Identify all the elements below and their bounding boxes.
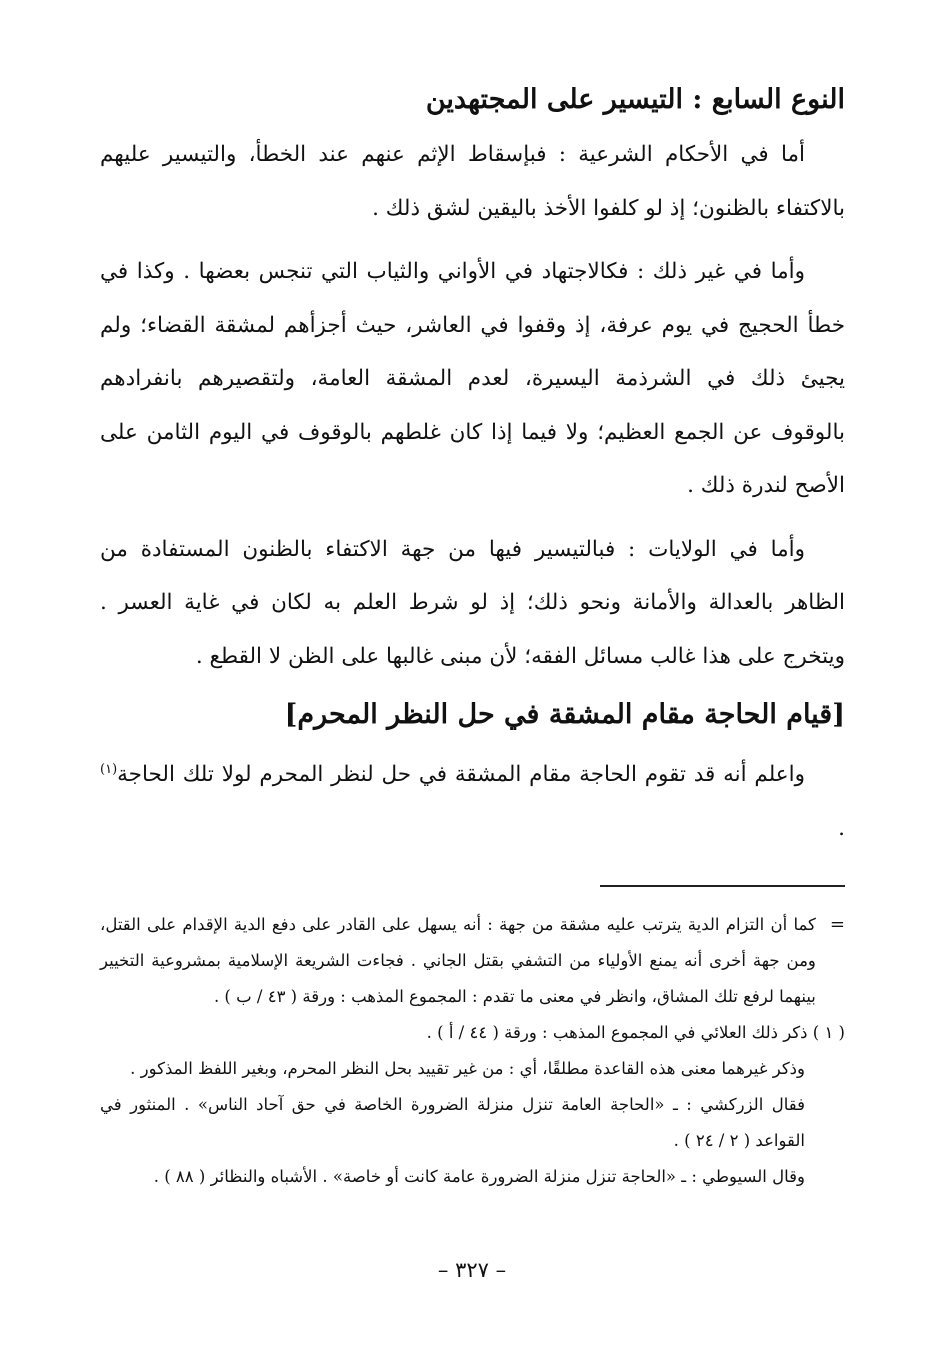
footnote-continuation-text: كما أن التزام الدية يترتب عليه مشقة من جهة : أنه يسهل على القادر على دفع الدية الإقدام على القتل، ومن جهة أخرى أنه يمنع الأولياء من التشفي بقتل الجاني . فجاءت الشريعة الإسلامية بمشروعية التخيير بينهما لرفع تلك المشاق، وانظر في معنى ما تقدم : المجموع المذهب : ورقة ( ٤٣ / ب ) . [100,915,816,1007]
paragraph-guardianships: وأما في الولايات : فبالتيسير فيها من جهة الاكتفاء بالظنون المستفادة من الظاهر بالعدالة والأمانة ونحو ذلك؛ إذ لو شرط العلم به لكان في غاية العسر . ويتخرج على هذا غالب مسائل الفقه؛ لأن مبنى غالبها على الظن لا القطع . [100,536,845,669]
footnotes-section [100,907,845,1195]
footnote-divider [600,885,845,887]
continuation-mark: = [829,914,845,936]
footnote-1-general: وذكر غيرهما معنى هذه القاعدة مطلقًا، أي : من غير تقييد بحل النظر المحرم، وبغير اللفظ المذكور . [130,1059,805,1079]
footnote-continuation [100,907,845,1015]
footnote-reference: (١) [100,762,118,777]
paragraph-legal-rulings: أما في الأحكام الشرعية : فبإسقاط الإثم عنهم عند الخطأ، والتيسير عليهم بالاكتفاء بالظنون؛ إذ لو كلفوا الأخذ باليقين لشق ذلك . [100,142,845,221]
footnote-1-suyuti: وقال السيوطي : ـ «الحاجة تنزل منزلة الضرورة عامة كانت أو خاصة» . الأشباه والنظائر ( ٨٨ ) . [153,1167,805,1187]
footnote-1-zarkashi: فقال الزركشي : ـ «الحاجة العامة تنزل منزلة الضرورة الخاصة في حق آحاد الناس» . المنثور في القواعد ( ٢ / ٢٤ ) . [100,1095,805,1151]
paragraph-need-as-hardship [100,743,845,855]
section-heading: النوع السابع : التيسير على المجتهدين [425,84,845,115]
paragraph-end-mark: . [838,815,845,841]
document-page [100,70,845,1330]
page-number: – ٣٢٧ – [437,1258,507,1282]
paragraph-other-matters: وأما في غير ذلك : فكالاجتهاد في الأواني والثياب التي تنجس بعضها . وكذا في خطأ الحجيج في يوم عرفة، إذ وقفوا في العاشر، حيث أجزأهم لمشقة القضاء؛ ولم يجيئ ذلك في الشرذمة اليسيرة، لعدم المشقة العامة، ولتقصيرهم بانفرادهم بالوقوف عن الجمع العظيم؛ ولا فيما إذا كان غلطهم بالوقوف في اليوم الثامن على الأصح لندرة ذلك . [100,259,845,498]
bracket-subheading: [قيام الحاجة مقام المشقة في حل النظر المحرم] [284,699,845,730]
paragraph-need-text: واعلم أنه قد تقوم الحاجة مقام المشقة في حل لنظر المحرم لولا تلك الحاجة [117,762,805,788]
footnote-1: ( ١ ) ذكر ذلك العلائي في المجموع المذهب : ورقة ( ٤٤ / أ ) . [426,1023,845,1043]
